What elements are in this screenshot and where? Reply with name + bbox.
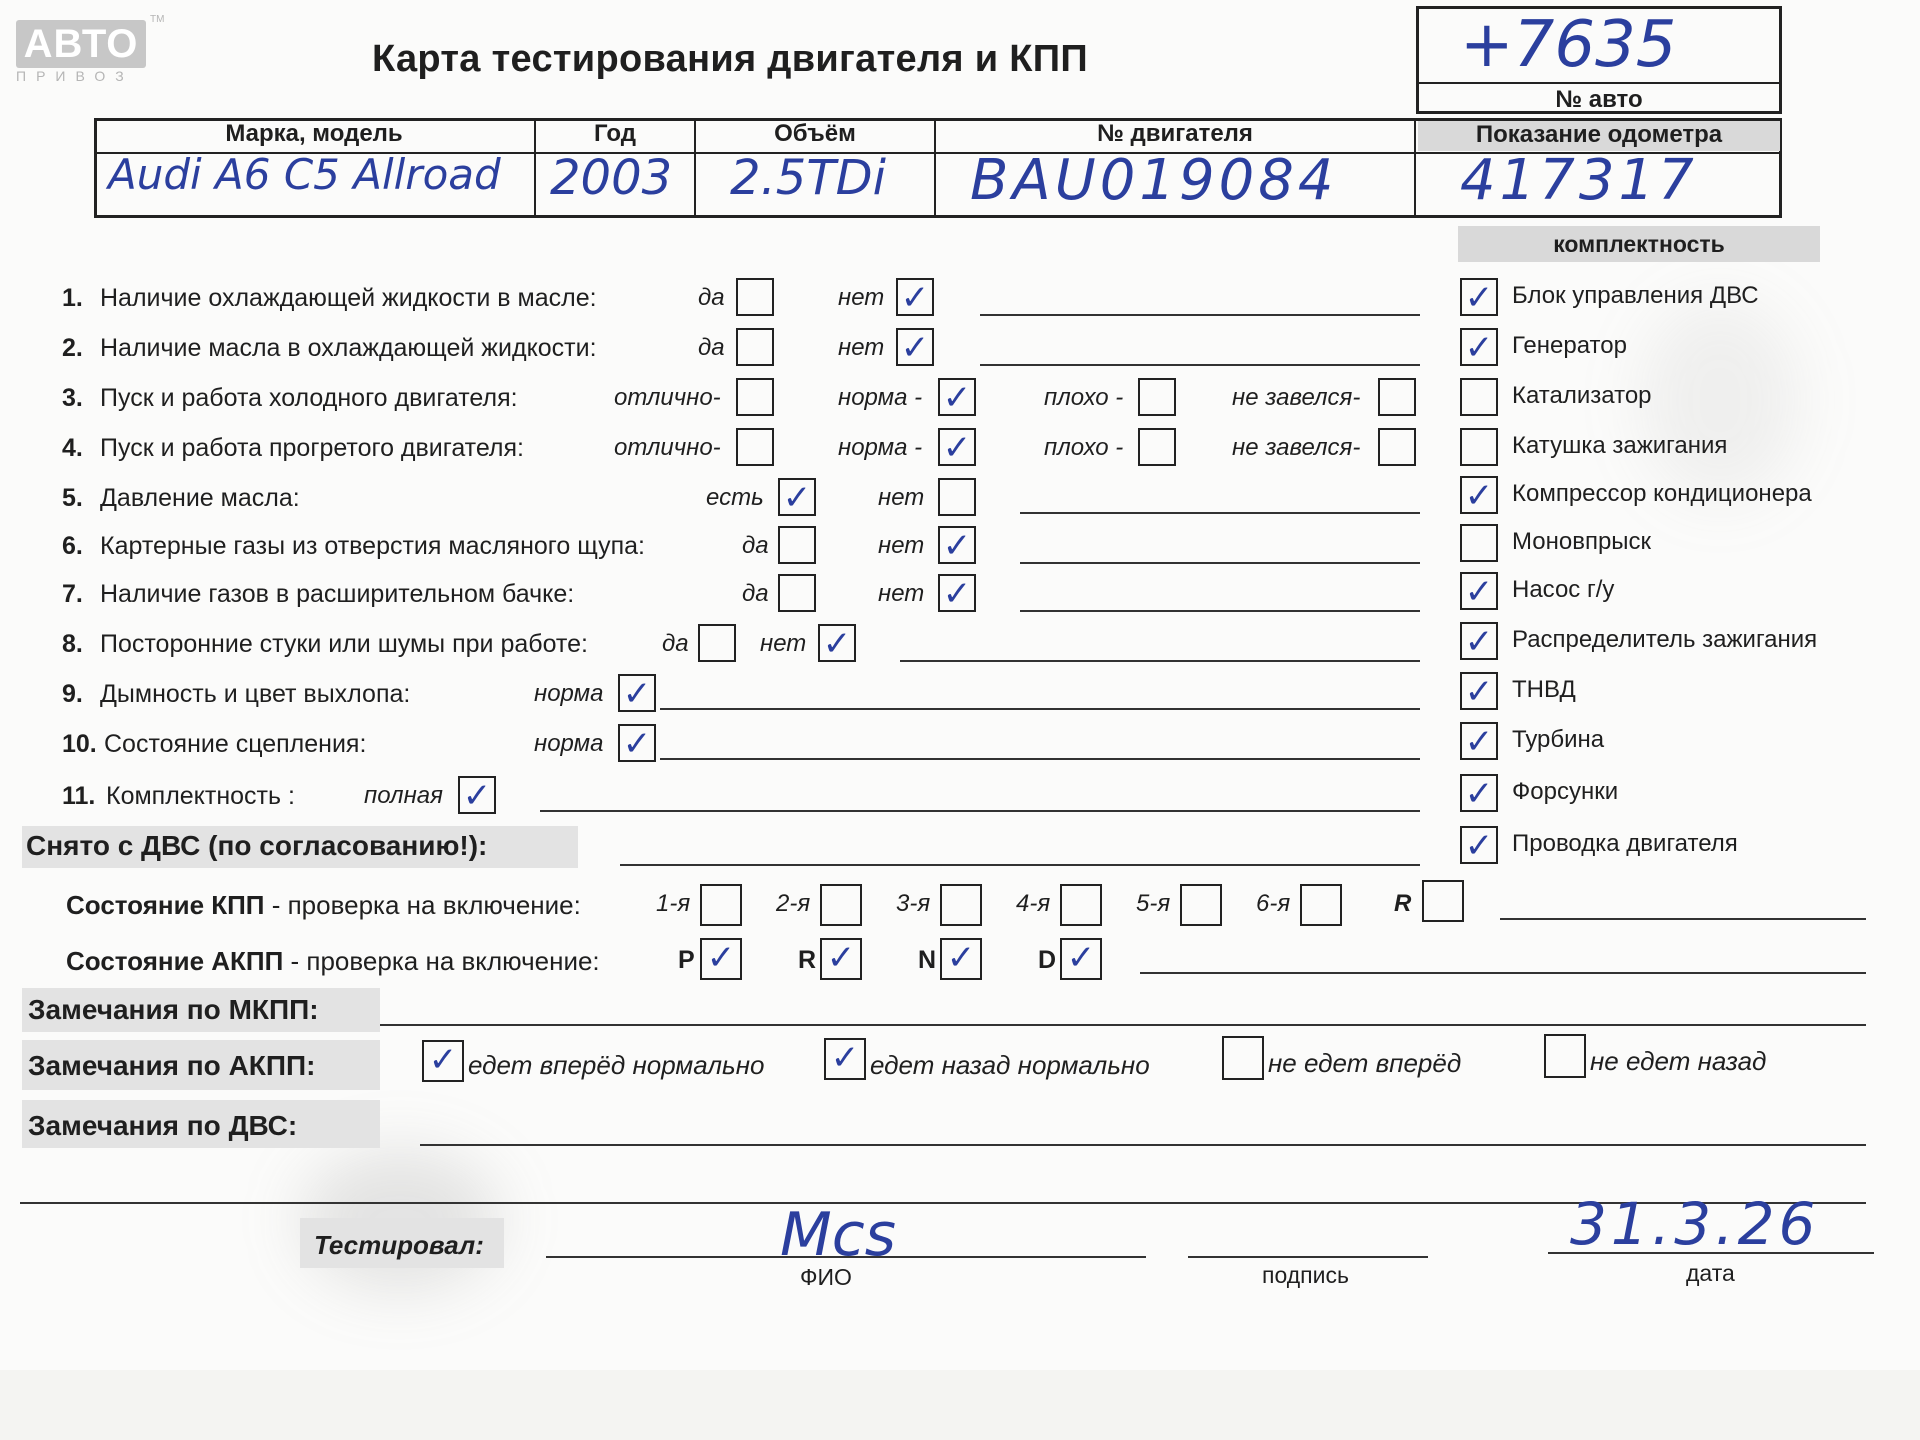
car-number-label: № авто [1416, 82, 1782, 116]
gear-label: 3-я [896, 890, 931, 917]
remarks-dvs-line [420, 1144, 1866, 1146]
item-number: 6. [62, 532, 83, 560]
checkbox-excellent[interactable] [736, 428, 774, 466]
item-number: 11. [62, 782, 96, 810]
item-label: Наличие масла в охлаждающей жидкости: [100, 334, 597, 362]
gear-checkbox[interactable] [1060, 884, 1102, 926]
completeness-item: ТНВД [1512, 676, 1576, 703]
item-number: 10. [62, 730, 97, 758]
gear-label: 6-я [1256, 890, 1291, 917]
checkbox-normal[interactable] [618, 724, 656, 762]
completeness-item: Распределитель зажигания [1512, 626, 1818, 653]
removed-label: Снято с ДВС (по согласованию!): [26, 830, 488, 861]
gear-label: R [798, 946, 817, 974]
value-year: 2003 [550, 150, 673, 206]
gear-checkbox[interactable] [820, 884, 862, 926]
item-number: 2. [62, 334, 83, 362]
check-mark: ✓ [1464, 672, 1494, 712]
checkbox-no[interactable] [938, 478, 976, 516]
completeness-item: Катализатор [1512, 382, 1652, 409]
gear-checkbox[interactable] [1422, 880, 1464, 922]
tested-by-label: Тестировал: [314, 1230, 484, 1260]
completeness-checkbox[interactable] [1460, 774, 1498, 812]
item-label: Посторонние стуки или шумы при работе: [100, 630, 588, 658]
completeness-item: Насос г/у [1512, 576, 1615, 603]
date-label: дата [1686, 1260, 1735, 1286]
logo-subtitle: ПРИВОЗ [16, 68, 134, 84]
option-label: да [698, 284, 725, 311]
kpp-label-rest: - проверка на включение: [264, 890, 581, 920]
checkbox-yes[interactable] [736, 278, 774, 316]
option-label: норма [534, 680, 604, 707]
item-number: 7. [62, 580, 83, 608]
akpp-option-label: едет назад нормально [870, 1050, 1150, 1080]
option-label: норма [534, 730, 604, 757]
checkbox-bad[interactable] [1138, 378, 1176, 416]
option-label: отлично- [614, 434, 721, 461]
check-mark: ✓ [1464, 622, 1494, 662]
item-label: Состояние сцепления: [104, 730, 367, 758]
notes-line [660, 758, 1420, 760]
akpp-no-forward-checkbox[interactable] [1222, 1036, 1264, 1080]
option-label: есть [706, 484, 764, 511]
item-label: Дымность и цвет выхлопа: [100, 680, 411, 708]
gear-label: P [678, 946, 695, 974]
option-label: да [662, 630, 689, 657]
completeness-checkbox[interactable] [1460, 328, 1498, 366]
gear-label: 4-я [1016, 890, 1051, 917]
checkbox-yes[interactable] [736, 328, 774, 366]
gear-checkbox[interactable] [820, 938, 862, 980]
option-label: да [698, 334, 725, 361]
checkbox-excellent[interactable] [736, 378, 774, 416]
item-number: 1. [62, 284, 83, 312]
remarks-dvs-label: Замечания по ДВС: [28, 1110, 298, 1141]
check-mark: ✓ [1464, 476, 1494, 516]
check-mark: ✓ [428, 1040, 458, 1080]
item-label: Картерные газы из отверстия масляного щупа: [100, 532, 645, 560]
header-volume-text: Объём [774, 120, 856, 147]
option-label: не завелся- [1232, 384, 1361, 411]
option-label: да [742, 580, 769, 607]
check-mark: ✓ [942, 574, 972, 614]
check-mark: ✓ [1066, 938, 1096, 978]
check-mark: ✓ [1464, 572, 1494, 612]
header-odometer: Показание одометра [1418, 121, 1780, 151]
check-mark: ✓ [622, 674, 652, 714]
option-label: нет [760, 630, 807, 657]
completeness-checkbox[interactable] [1460, 622, 1498, 660]
item-label: Давление масла: [100, 484, 300, 512]
fio-label: ФИО [800, 1264, 852, 1290]
checkbox-normal[interactable] [938, 378, 976, 416]
check-mark: ✓ [942, 526, 972, 566]
value-volume: 2.5TDi [730, 150, 886, 206]
header-engine-no-text: № двигателя [1097, 120, 1253, 147]
option-label: да [742, 532, 769, 559]
akpp-option-label: едет вперёд нормально [468, 1050, 765, 1080]
akpp-option-label: не едет назад [1590, 1046, 1767, 1076]
notes-line [1020, 562, 1420, 564]
gear-checkbox[interactable] [700, 884, 742, 926]
gear-checkbox[interactable] [1180, 884, 1222, 926]
completeness-title: комплектность [1458, 226, 1820, 262]
akpp-forward-ok-checkbox[interactable] [422, 1040, 464, 1082]
akpp-no-back-checkbox[interactable] [1544, 1034, 1586, 1078]
remarks-mkpp-line [380, 1024, 1866, 1026]
check-mark: ✓ [942, 428, 972, 468]
item-label: Пуск и работа холодного двигателя: [100, 384, 518, 412]
checkbox-yes[interactable] [778, 526, 816, 564]
completeness-item: Форсунки [1512, 778, 1619, 805]
checkbox-no[interactable] [818, 624, 856, 662]
completeness-item: Компрессор кондиционера [1512, 480, 1812, 507]
completeness-item: Турбина [1512, 726, 1605, 753]
item-number: 4. [62, 434, 83, 462]
item-number: 5. [62, 484, 83, 512]
gear-label: R [1394, 890, 1412, 917]
checkbox-not-started[interactable] [1378, 378, 1416, 416]
checkbox-no[interactable] [896, 278, 934, 316]
remarks-mkpp-label: Замечания по МКПП: [28, 994, 319, 1025]
check-mark: ✓ [822, 624, 852, 664]
completeness-checkbox[interactable] [1460, 572, 1498, 610]
check-mark: ✓ [942, 378, 972, 418]
option-label: отлично- [614, 384, 721, 411]
option-label: плохо - [1044, 384, 1124, 411]
notes-line [540, 810, 1420, 812]
completeness-checkbox[interactable] [1460, 476, 1498, 514]
option-label: нет [878, 484, 925, 511]
completeness-checkbox[interactable] [1460, 826, 1498, 864]
item-number: 9. [62, 680, 83, 708]
logo: АВТО [16, 20, 146, 68]
completeness-checkbox[interactable] [1460, 278, 1498, 316]
check-mark: ✓ [826, 938, 856, 978]
completeness-item: Моновпрыск [1512, 528, 1652, 555]
gear-checkbox[interactable] [940, 938, 982, 980]
gear-label: 2-я [776, 890, 811, 917]
checkbox-no[interactable] [896, 328, 934, 366]
akpp-label-bold: Состояние АКПП [66, 946, 284, 976]
gear-checkbox[interactable] [1300, 884, 1342, 926]
fio-handwritten: Mcs [780, 1200, 897, 1270]
checkbox-yes[interactable] [778, 574, 816, 612]
kpp-label [66, 890, 581, 921]
sign-label: подпись [1262, 1262, 1349, 1288]
value-engine-no: BAU019084 [970, 148, 1338, 213]
completeness-item: Блок управления ДВС [1512, 282, 1759, 309]
check-mark: ✓ [1464, 826, 1494, 866]
completeness-checkbox[interactable] [1460, 524, 1498, 562]
smudge [1640, 300, 1800, 500]
gear-checkbox[interactable] [1060, 938, 1102, 980]
item-label: Наличие газов в расширительном бачке: [100, 580, 575, 608]
value-model: Audi A6 C5 Allroad [108, 150, 501, 199]
removed-line [620, 864, 1420, 866]
check-mark: ✓ [782, 478, 812, 518]
check-mark: ✓ [946, 938, 976, 978]
kpp-line [1500, 918, 1866, 920]
item-label: Комплектность : [106, 782, 295, 810]
option-label: нет [878, 580, 925, 607]
item-label: Наличие охлаждающей жидкости в масле: [100, 284, 597, 312]
checkbox-no[interactable] [938, 574, 976, 612]
completeness-checkbox[interactable] [1460, 722, 1498, 760]
option-label: не завелся- [1232, 434, 1361, 461]
item-number: 3. [62, 384, 83, 412]
kpp-label-bold: Состояние КПП [66, 890, 265, 920]
checkbox-no[interactable] [938, 526, 976, 564]
checkbox-yes[interactable] [698, 624, 736, 662]
gear-checkbox[interactable] [940, 884, 982, 926]
page-title: Карта тестирования двигателя и КПП [372, 38, 1088, 80]
notes-line [1020, 610, 1420, 612]
option-label: плохо - [1044, 434, 1124, 461]
check-mark: ✓ [1464, 722, 1494, 762]
akpp-option-label: не едет вперёд [1268, 1048, 1462, 1078]
checkbox-full[interactable] [458, 776, 496, 814]
notes-line [980, 364, 1420, 366]
check-mark: ✓ [462, 776, 492, 816]
gear-checkbox[interactable] [700, 938, 742, 980]
gear-label: 1-я [656, 890, 691, 917]
akpp-back-ok-checkbox[interactable] [824, 1038, 866, 1080]
sign-line [1188, 1256, 1428, 1258]
gear-label: N [918, 946, 937, 974]
header-year-text: Год [594, 120, 636, 147]
checkbox-bad[interactable] [1138, 428, 1176, 466]
completeness-item: Генератор [1512, 332, 1627, 359]
check-mark: ✓ [900, 278, 930, 318]
gear-label: D [1038, 946, 1057, 974]
check-mark: ✓ [1464, 328, 1494, 368]
option-label: норма - [838, 384, 923, 411]
completeness-checkbox[interactable] [1460, 428, 1498, 466]
check-mark: ✓ [622, 724, 652, 764]
notes-line [1020, 512, 1420, 514]
check-mark: ✓ [1464, 278, 1494, 318]
checkbox-not-started[interactable] [1378, 428, 1416, 466]
checkbox-normal[interactable] [618, 674, 656, 712]
value-odometer: 417317 [1460, 148, 1698, 213]
car-number-value: +7635 [1460, 8, 1677, 82]
check-mark: ✓ [900, 328, 930, 368]
option-label: нет [878, 532, 925, 559]
completeness-checkbox[interactable] [1460, 378, 1498, 416]
check-mark: ✓ [830, 1038, 860, 1078]
header-model-text: Марка, модель [225, 120, 403, 147]
checkbox-normal[interactable] [938, 428, 976, 466]
option-label: нет [838, 334, 885, 361]
option-label: норма - [838, 434, 923, 461]
completeness-item: Проводка двигателя [1512, 830, 1738, 857]
check-mark: ✓ [1464, 774, 1494, 814]
remarks-akpp-label: Замечания по АКПП: [28, 1050, 316, 1081]
gear-label: 5-я [1136, 890, 1171, 917]
checkbox-yes[interactable] [778, 478, 816, 516]
notes-line [900, 660, 1420, 662]
completeness-checkbox[interactable] [1460, 672, 1498, 710]
check-mark: ✓ [706, 938, 736, 978]
trademark: TM [150, 14, 165, 25]
option-label: полная [364, 782, 443, 809]
akpp-line [1140, 972, 1866, 974]
item-label: Пуск и работа прогретого двигателя: [100, 434, 524, 462]
akpp-label [66, 946, 600, 977]
notes-line [980, 314, 1420, 316]
akpp-label-rest: - проверка на включение: [283, 946, 600, 976]
option-label: нет [838, 284, 885, 311]
completeness-item: Катушка зажигания [1512, 432, 1728, 459]
notes-line [660, 708, 1420, 710]
date-handwritten: 31.3.26 [1570, 1190, 1820, 1258]
item-number: 8. [62, 630, 83, 658]
